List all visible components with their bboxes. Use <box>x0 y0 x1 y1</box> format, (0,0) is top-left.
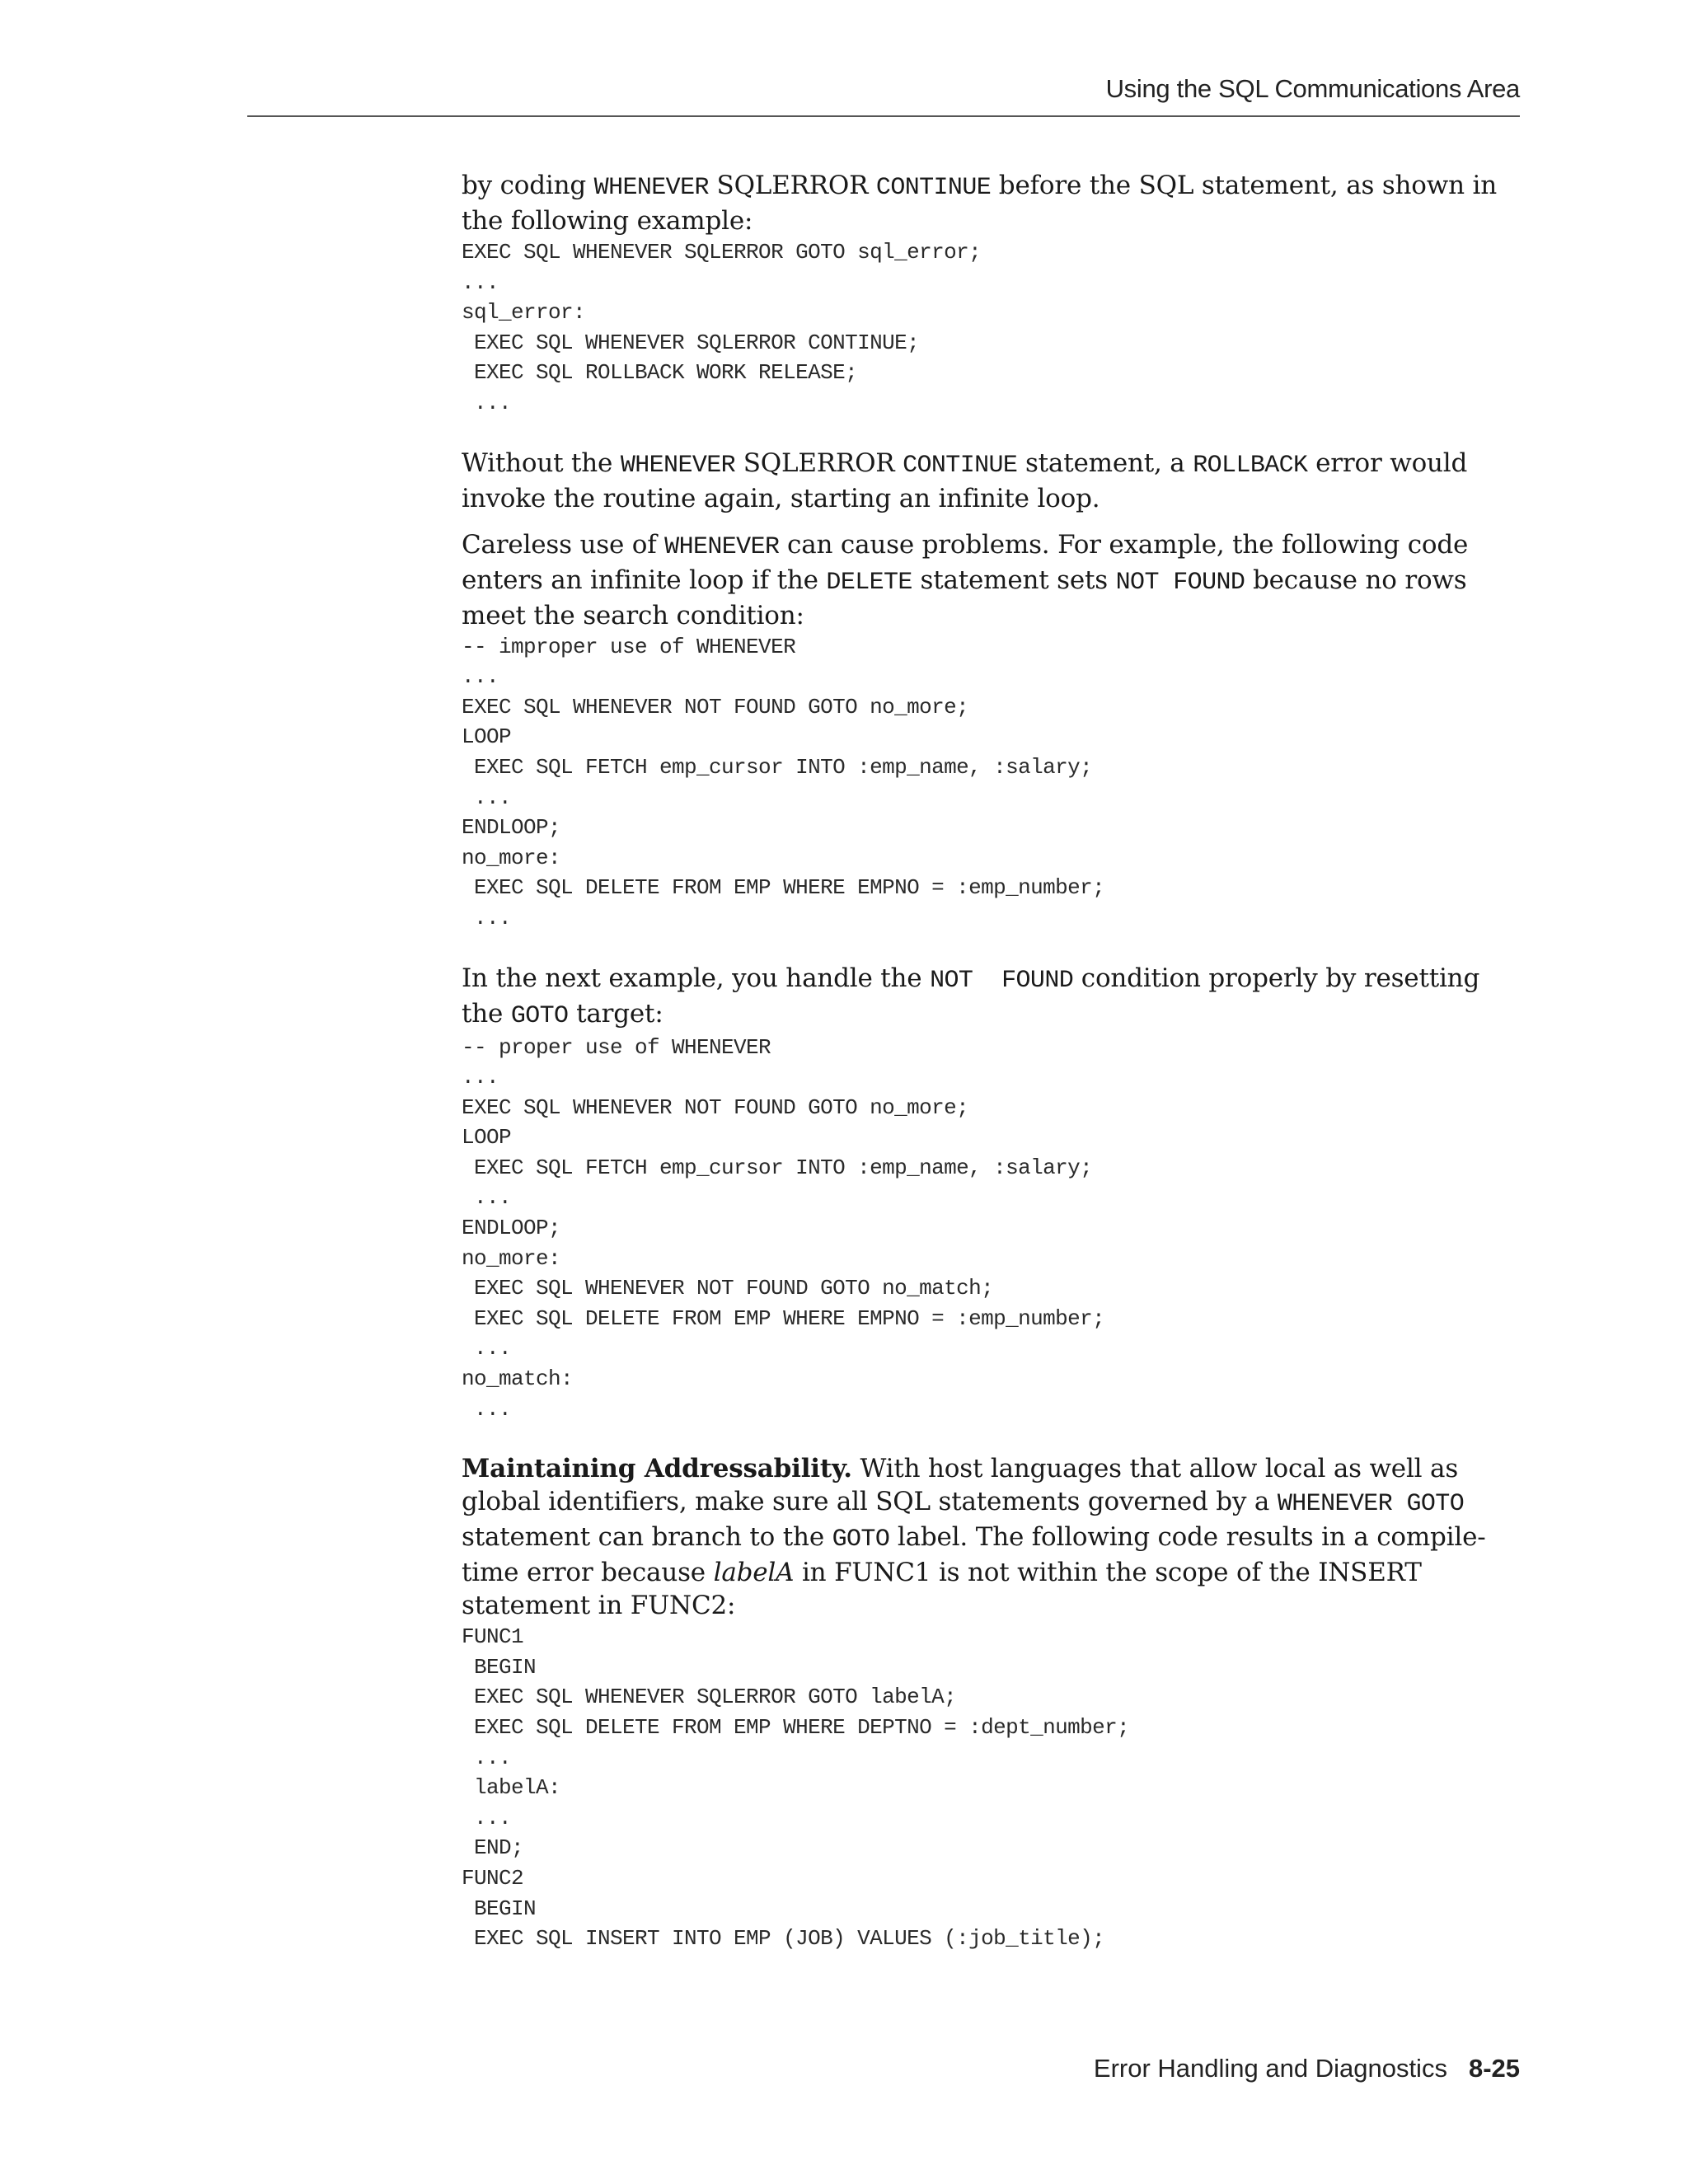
p4-text-3: target: <box>568 998 663 1029</box>
footer-section-title: Error Handling and Diagnostics <box>1093 2054 1447 2083</box>
p3-code-not-found: NOT FOUND <box>1115 568 1245 597</box>
p5-text-3: label. The following code results in a compile-time error because <box>462 1522 1486 1588</box>
p3-text-3: statement sets <box>912 565 1116 595</box>
paragraph-1 <box>462 169 1525 237</box>
code-block-3: -- proper use of WHENEVER ... EXEC SQL WHENEVER NOT FOUND GOTO no_more; LOOP EXEC SQL FETCH emp_cursor INTO :emp_name, :salary; ... ENDLOOP; no_more: EXEC SQL WHENEVER NOT FOUND GOTO no_match; EXEC SQL DELETE FROM EMP WHERE EMPNO = :emp_number; ... no_match: ... <box>462 1034 1105 1422</box>
header-title: Using the SQL Communications Area <box>1105 74 1520 103</box>
p5-run-in-heading: Maintaining Addressability. <box>462 1454 852 1484</box>
p5-code-whenever-goto: WHENEVER GOTO <box>1277 1490 1465 1519</box>
page-number: 8-25 <box>1468 2054 1520 2083</box>
p5-italic-labela: labelA <box>713 1558 795 1588</box>
p4-code-goto: GOTO <box>510 1001 569 1030</box>
code-block-4: FUNC1 BEGIN EXEC SQL WHENEVER SQLERROR GOTO labelA; EXEC SQL DELETE FROM EMP WHERE DEPTNO = :dept_number; ... labelA: ... END; FUNC2 BEGIN EXEC SQL INSERT INTO EMP (JOB) VALUES (:job_title); <box>462 1624 1130 1952</box>
p5-text-2: statement can branch to the <box>462 1522 832 1553</box>
p3-code-delete: DELETE <box>826 568 912 597</box>
code-block-2: -- improper use of WHENEVER ... EXEC SQL WHENEVER NOT FOUND GOTO no_more; LOOP EXEC SQL FETCH emp_cursor INTO :emp_name, :salary; ... ENDLOOP; no_more: EXEC SQL DELETE FROM EMP WHERE EMPNO = :emp_number; ... <box>462 634 1105 930</box>
p1-text-3: before the SQL statement, as shown in the following example: <box>462 171 1498 236</box>
p2-text-4: error would invoke the routine again, starting an infinite loop. <box>462 448 1468 513</box>
p4-text-1: In the next example, you handle the <box>462 963 931 993</box>
p3-code-whenever: WHENEVER <box>664 532 780 561</box>
p1-text-2: SQLERROR <box>708 171 876 200</box>
p2-code-rollback: ROLLBACK <box>1193 451 1308 480</box>
p3-text-4: because no rows meet the search condition: <box>462 565 1467 630</box>
paragraph-2 <box>462 447 1525 515</box>
p4-text-2: condition properly by resetting the <box>462 963 1480 1029</box>
p5-text-1: With host languages that allow local as well as global identifiers, make sure all SQL statements governed by a <box>462 1454 1459 1517</box>
page-body <box>462 169 1525 1954</box>
p4-code-not-found: NOT FOUND <box>930 966 1074 995</box>
p3-text-1: Careless use of <box>462 529 665 560</box>
p2-text-1: Without the <box>462 448 621 478</box>
p2-text-2: SQLERROR <box>735 448 903 478</box>
p5-text-4: in FUNC1 is not within the scope of the INSERT statement in FUNC2: <box>462 1558 1422 1621</box>
p2-code-continue: CONTINUE <box>903 451 1018 480</box>
p1-code-continue: CONTINUE <box>875 174 992 202</box>
paragraph-3 <box>462 528 1525 632</box>
p3-text-2: can cause problems. For example, the following code enters an infinite loop if the <box>462 529 1469 595</box>
p2-code-whenever: WHENEVER <box>620 451 736 480</box>
p1-text-1: by coding <box>462 171 594 200</box>
p1-code-whenever: WHENEVER <box>593 174 709 202</box>
paragraph-5 <box>462 1452 1525 1622</box>
code-block-1: EXEC SQL WHENEVER SQLERROR GOTO sql_error; ... sql_error: EXEC SQL WHENEVER SQLERROR CONTINUE; EXEC SQL ROLLBACK WORK RELEASE; ... <box>462 240 982 415</box>
p5-code-goto: GOTO <box>832 1526 890 1554</box>
running-footer <box>1094 2054 1520 2083</box>
p2-text-3: statement, a <box>1017 448 1193 478</box>
paragraph-4 <box>462 962 1525 1033</box>
running-header <box>247 71 1520 117</box>
